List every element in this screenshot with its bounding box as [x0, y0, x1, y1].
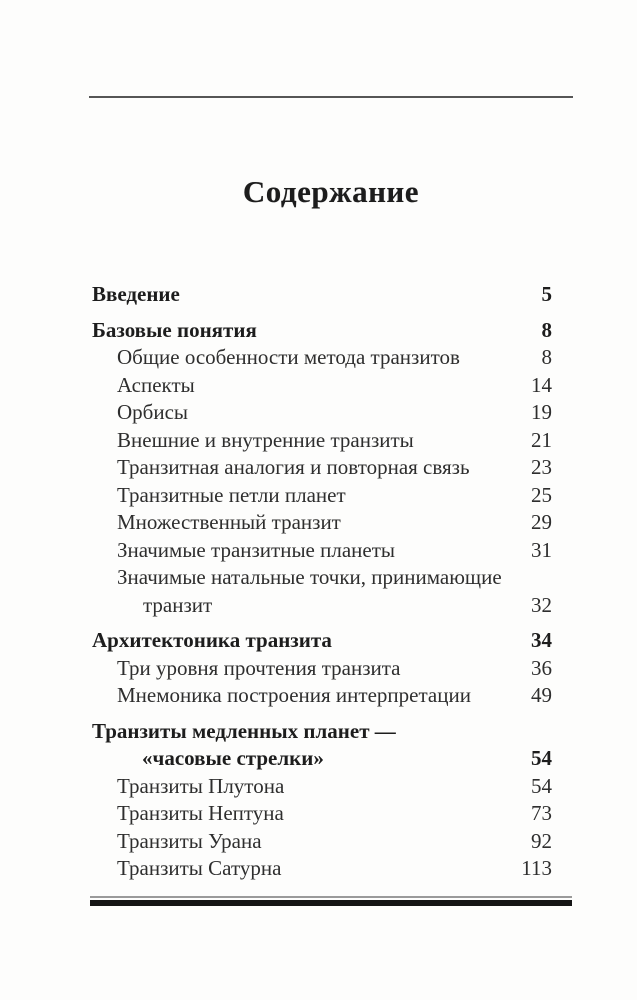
toc-entry-page: 92 — [531, 828, 552, 853]
toc-entry — [92, 482, 552, 510]
toc-entry — [92, 682, 552, 710]
toc-entry-page: 8 — [541, 317, 552, 342]
bottom-rule-thin — [90, 896, 572, 898]
toc-entry-page: 25 — [531, 482, 552, 507]
toc-entry-page: 23 — [531, 455, 552, 479]
toc-entry — [92, 773, 552, 801]
bottom-rule-thick — [90, 900, 572, 906]
top-rule — [89, 96, 573, 98]
toc-entry — [92, 399, 552, 427]
toc-entry-page: 49 — [531, 683, 552, 707]
toc-entry-page: 54 — [531, 746, 552, 770]
toc-list — [92, 281, 552, 883]
toc-entry — [92, 454, 552, 482]
page-title: Содержание — [242, 174, 420, 209]
toc-entry-title: Внешние и внутренние транзиты — [117, 427, 414, 452]
toc-entry-title: Транзиты Сатурна — [117, 856, 282, 880]
toc-entry — [92, 627, 552, 655]
toc-entry-page: 31 — [531, 537, 552, 562]
toc-entry-page: 32 — [531, 592, 552, 617]
toc-entry-title: Аспекты — [117, 372, 195, 397]
toc-entry — [92, 317, 552, 345]
toc-entry — [92, 800, 552, 828]
toc-entry-page: 8 — [541, 345, 552, 369]
toc-entry — [92, 427, 552, 455]
toc-entry-page: 21 — [531, 427, 552, 452]
toc-entry-title: Транзиты Нептуна — [117, 801, 284, 825]
toc-entry-title: Транзиты Урана — [117, 828, 262, 853]
toc-entry-title: Транзитная аналогия и повторная связь — [117, 455, 470, 479]
toc-entry — [92, 509, 552, 537]
toc-entry-page: 19 — [531, 400, 552, 424]
toc-entry — [92, 655, 552, 683]
toc-entry-title: Значимые транзитные планеты — [117, 537, 396, 562]
toc-entry-page: 113 — [521, 856, 552, 880]
toc-entry-page: 14 — [531, 372, 552, 397]
toc-entry-title: Транзитные петли планет — [117, 482, 346, 507]
toc-entry-title: Значимые натальные точки, принимающие транзит — [117, 565, 502, 617]
toc-entry-title: Транзиты медленных планет — «часовые стрелки» — [92, 718, 396, 770]
toc-entry-title: Архитектоника транзита — [92, 628, 332, 652]
toc-entry-title: Мнемоника построения интерпретации — [117, 683, 471, 707]
toc-entry — [92, 344, 552, 372]
toc-entry-title: Орбисы — [117, 400, 189, 424]
toc-entry-page: 36 — [531, 655, 552, 680]
toc-entry-page: 29 — [531, 510, 552, 534]
toc-entry — [92, 537, 552, 565]
toc-entry — [92, 372, 552, 400]
toc-entry — [92, 718, 552, 773]
toc-entry-page: 5 — [541, 282, 552, 306]
toc-entry-title: Транзиты Плутона — [117, 773, 285, 798]
toc-entry-title: Множественный транзит — [117, 510, 341, 534]
toc-entry-page: 54 — [531, 773, 552, 798]
toc-entry-title: Введение — [92, 282, 180, 306]
toc-entry — [92, 828, 552, 856]
toc-entry-page: 73 — [531, 801, 552, 825]
toc-entry — [92, 564, 552, 619]
toc-entry — [92, 855, 552, 883]
toc-entry-title: Три уровня прочтения транзита — [117, 655, 401, 680]
toc-entry-title: Базовые понятия — [92, 317, 257, 342]
toc-entry-title: Общие особенности метода транзитов — [117, 345, 460, 369]
toc-entry-page: 34 — [531, 628, 552, 652]
toc-entry — [92, 281, 552, 309]
